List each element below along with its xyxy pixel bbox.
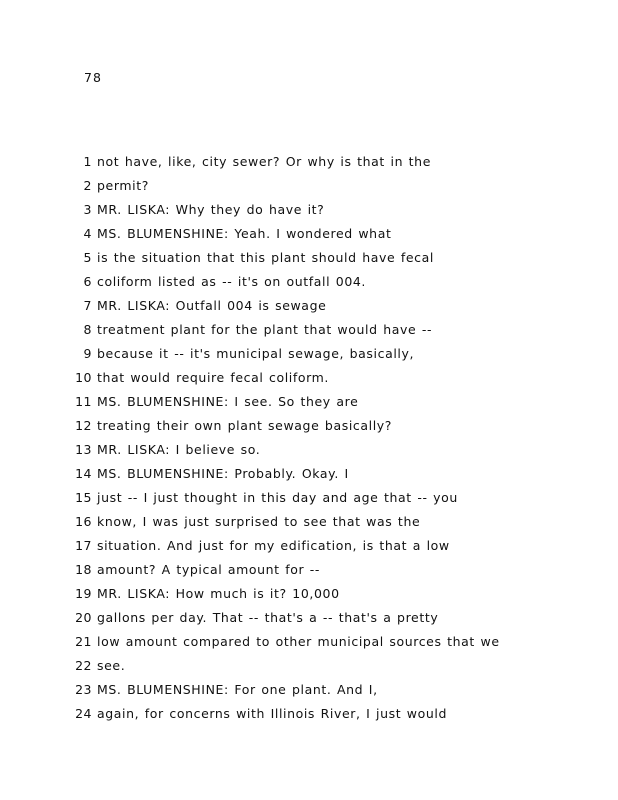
transcript-line — [0, 200, 618, 224]
line-text: low amount compared to other municipal sources that we — [97, 634, 500, 649]
line-number: 23 — [75, 682, 92, 697]
line-text: because it -- it's municipal sewage, basically, — [97, 346, 415, 361]
line-text: MS. BLUMENSHINE: Yeah. I wondered what — [97, 226, 392, 241]
transcript-line — [0, 224, 618, 248]
transcript-line — [0, 416, 618, 440]
line-number: 21 — [75, 634, 92, 649]
line-number: 7 — [83, 298, 92, 313]
line-number: 18 — [75, 562, 92, 577]
line-number: 8 — [83, 322, 92, 337]
page-number: 78 — [84, 70, 102, 85]
transcript-line — [0, 632, 618, 656]
transcript-line — [0, 656, 618, 680]
line-text: just -- I just thought in this day and age that -- you — [97, 490, 458, 505]
transcript-line — [0, 272, 618, 296]
line-text: MS. BLUMENSHINE: Probably. Okay. I — [97, 466, 349, 481]
line-number: 20 — [75, 610, 92, 625]
line-text: permit? — [97, 178, 149, 193]
line-number: 12 — [75, 418, 92, 433]
transcript-line — [0, 608, 618, 632]
transcript-line — [0, 536, 618, 560]
line-number: 2 — [83, 178, 92, 193]
transcript-lines — [0, 152, 618, 728]
transcript-line — [0, 392, 618, 416]
transcript-line — [0, 704, 618, 728]
line-text: MR. LISKA: I believe so. — [97, 442, 261, 457]
line-number: 3 — [83, 202, 92, 217]
line-text: treatment plant for the plant that would have -- — [97, 322, 433, 337]
line-number: 10 — [75, 370, 92, 385]
line-text: know, I was just surprised to see that was the — [97, 514, 421, 529]
line-number: 22 — [75, 658, 92, 673]
line-text: MR. LISKA: Why they do have it? — [97, 202, 325, 217]
line-number: 16 — [75, 514, 92, 529]
line-number: 1 — [83, 154, 92, 169]
line-text: is the situation that this plant should have fecal — [97, 250, 434, 265]
line-number: 9 — [83, 346, 92, 361]
line-number: 4 — [83, 226, 92, 241]
transcript-line — [0, 488, 618, 512]
line-text: again, for concerns with Illinois River, I just would — [97, 706, 447, 721]
line-text: MR. LISKA: Outfall 004 is sewage — [97, 298, 327, 313]
line-number: 11 — [75, 394, 92, 409]
line-number: 24 — [75, 706, 92, 721]
transcript-line — [0, 368, 618, 392]
line-number: 17 — [75, 538, 92, 553]
transcript-line — [0, 176, 618, 200]
transcript-line — [0, 152, 618, 176]
line-number: 19 — [75, 586, 92, 601]
line-text: treating their own plant sewage basically? — [97, 418, 393, 433]
line-text: MR. LISKA: How much is it? 10,000 — [97, 586, 340, 601]
transcript-line — [0, 560, 618, 584]
line-text: see. — [97, 658, 126, 673]
line-text: not have, like, city sewer? Or why is that in the — [97, 154, 431, 169]
transcript-line — [0, 296, 618, 320]
line-number: 13 — [75, 442, 92, 457]
transcript-line — [0, 464, 618, 488]
line-number: 5 — [83, 250, 92, 265]
transcript-line — [0, 512, 618, 536]
transcript-line — [0, 344, 618, 368]
transcript-line — [0, 248, 618, 272]
line-text: MS. BLUMENSHINE: For one plant. And I, — [97, 682, 378, 697]
line-number: 14 — [75, 466, 92, 481]
line-text: MS. BLUMENSHINE: I see. So they are — [97, 394, 359, 409]
line-number: 6 — [83, 274, 92, 289]
line-text: gallons per day. That -- that's a -- that's a pretty — [97, 610, 439, 625]
line-text: amount? A typical amount for -- — [97, 562, 321, 577]
transcript-line — [0, 584, 618, 608]
transcript-line — [0, 680, 618, 704]
line-text: situation. And just for my edification, is that a low — [97, 538, 450, 553]
line-text: coliform listed as -- it's on outfall 004. — [97, 274, 367, 289]
line-text: that would require fecal coliform. — [97, 370, 329, 385]
line-number: 15 — [75, 490, 92, 505]
transcript-line — [0, 320, 618, 344]
transcript-line — [0, 440, 618, 464]
